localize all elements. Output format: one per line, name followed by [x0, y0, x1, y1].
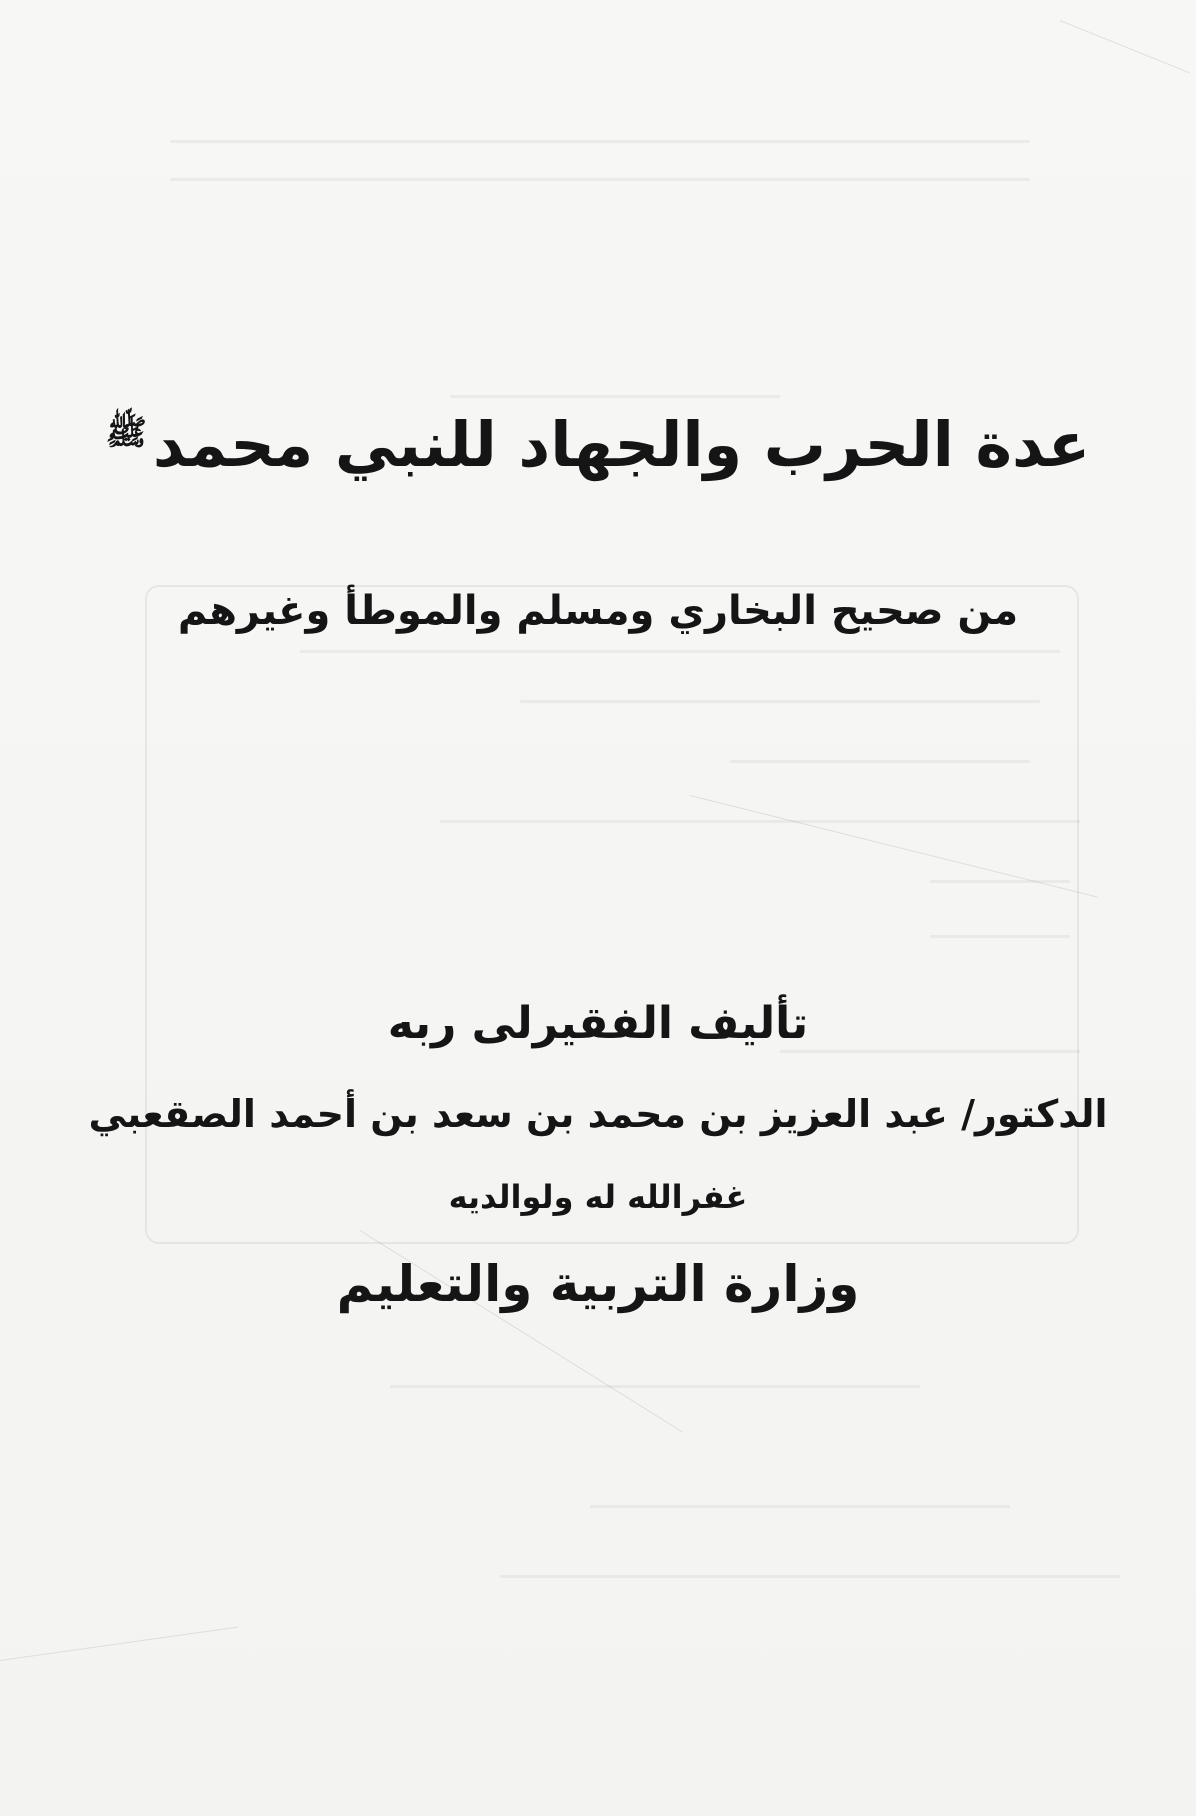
title-text: عدة الحرب والجهاد للنبي محمد — [152, 408, 1091, 481]
show-through-line — [930, 935, 1070, 938]
show-through-line — [300, 650, 1060, 653]
show-through-line — [780, 1050, 1080, 1053]
show-through-line — [450, 395, 780, 398]
ministry-name: وزارة التربية والتعليم — [336, 1255, 860, 1313]
show-through-line — [730, 760, 1030, 763]
show-through-line — [390, 1385, 920, 1388]
show-through-line — [520, 700, 1040, 703]
paper-crease — [1060, 20, 1190, 73]
show-through-line — [590, 1505, 1010, 1508]
show-through-line — [170, 140, 1030, 143]
show-through-line — [440, 820, 1080, 823]
book-subtitle: من صحيح البخاري ومسلم والموطأ وغيرهم — [177, 588, 1019, 634]
book-title — [0, 408, 1196, 481]
author-name: الدكتور/ عبد العزيز بن محمد بن سعد بن أحمد الصقعبي — [88, 1092, 1108, 1136]
show-through-line — [500, 1575, 1120, 1578]
show-through-line — [930, 880, 1070, 883]
author-dua: غفرالله له ولوالديه — [448, 1178, 748, 1216]
authorship-heading: تأليف الفقيرلى ربه — [387, 998, 809, 1049]
show-through-line — [170, 178, 1030, 181]
show-through-frame — [145, 585, 1079, 1244]
honorific-glyph: ﷺ — [105, 413, 147, 454]
paper-crease — [0, 1627, 238, 1661]
